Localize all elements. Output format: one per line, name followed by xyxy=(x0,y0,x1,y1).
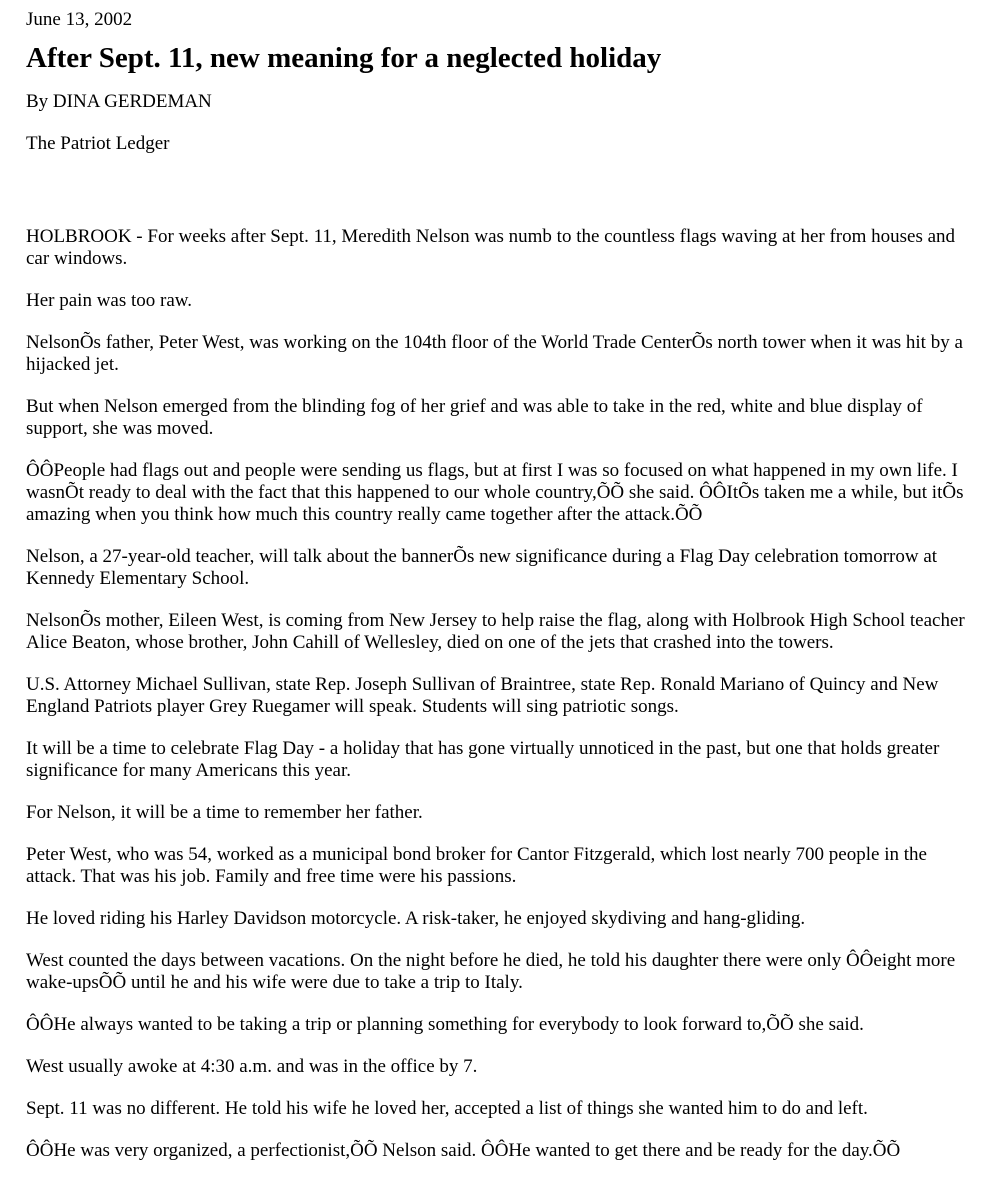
article-paragraph: Peter West, who was 54, worked as a municipal bond broker for Cantor Fitzgerald, which lost nearly 700 people in the attack. That was his job. Family and free time were his passions. xyxy=(26,844,927,887)
article-paragraph: ÔÔHe always wanted to be taking a trip or planning something for everybody to look forward to,ÕÕ she said. xyxy=(26,1014,864,1035)
article-paragraph: For Nelson, it will be a time to remember her father. xyxy=(26,802,423,823)
header-spacer xyxy=(26,174,974,226)
article-paragraph: Nelson, a 27-year-old teacher, will talk about the bannerÕs new significance during a Flag Day celebration tomorrow at Kennedy Elementary School. xyxy=(26,546,938,589)
article-paragraph: Sept. 11 was no different. He told his wife he loved her, accepted a list of things she wanted him to do and left. xyxy=(26,1098,868,1119)
article-paragraph: HOLBROOK - For weeks after Sept. 11, Meredith Nelson was numb to the countless flags waving at her from houses and car windows. xyxy=(26,226,956,269)
article-paragraph: West counted the days between vacations. On the night before he died, he told his daughter there were only ÔÔeight more wake-upsÕÕ until he and his wife were due to take a trip to Italy. xyxy=(26,950,956,993)
article-paragraph: He loved riding his Harley Davidson motorcycle. A risk-taker, he enjoyed skydiving and hang-gliding. xyxy=(26,908,806,929)
article-body xyxy=(26,226,974,1162)
article-date: June 13, 2002 xyxy=(26,9,133,30)
article-paragraph: But when Nelson emerged from the blinding fog of her grief and was able to take in the red, white and blue display of support, she was moved. xyxy=(26,396,923,439)
article-source: The Patriot Ledger xyxy=(26,133,170,154)
article-paragraph: West usually awoke at 4:30 a.m. and was in the office by 7. xyxy=(26,1056,478,1077)
article-paragraph: ÔÔHe was very organized, a perfectionist,ÕÕ Nelson said. ÔÔHe wanted to get there and be ready for the day.ÕÕ xyxy=(26,1140,901,1161)
article-paragraph: NelsonÕs mother, Eileen West, is coming from New Jersey to help raise the flag, along with Holbrook High School teacher Alice Beaton, whose brother, John Cahill of Wellesley, died on one of the jets that crashed into the towers. xyxy=(26,610,965,653)
article-paragraph: ÔÔPeople had flags out and people were sending us flags, but at first I was so focused on what happened in my own life. I wasnÕt ready to deal with the fact that this happened to our whole country,ÕÕ she said. ÔÔItÕs taken me a while, but itÕs amazing when you think how much this country really came together after the attack.ÕÕ xyxy=(26,460,964,525)
article-paragraph: Her pain was too raw. xyxy=(26,290,193,311)
article-paragraph: It will be a time to celebrate Flag Day - a holiday that has gone virtually unnoticed in the past, but one that holds greater significance for many Americans this year. xyxy=(26,738,940,781)
article-paragraph: NelsonÕs father, Peter West, was working on the 104th floor of the World Trade CenterÕs north tower when it was hit by a hijacked jet. xyxy=(26,332,963,375)
article-headline: After Sept. 11, new meaning for a neglected holiday xyxy=(26,42,662,74)
article-paragraph: U.S. Attorney Michael Sullivan, state Rep. Joseph Sullivan of Braintree, state Rep. Ronald Mariano of Quincy and New England Patriots player Grey Ruegamer will speak. Students will sing patriotic songs. xyxy=(26,674,939,717)
article-byline: By DINA GERDEMAN xyxy=(26,91,212,112)
